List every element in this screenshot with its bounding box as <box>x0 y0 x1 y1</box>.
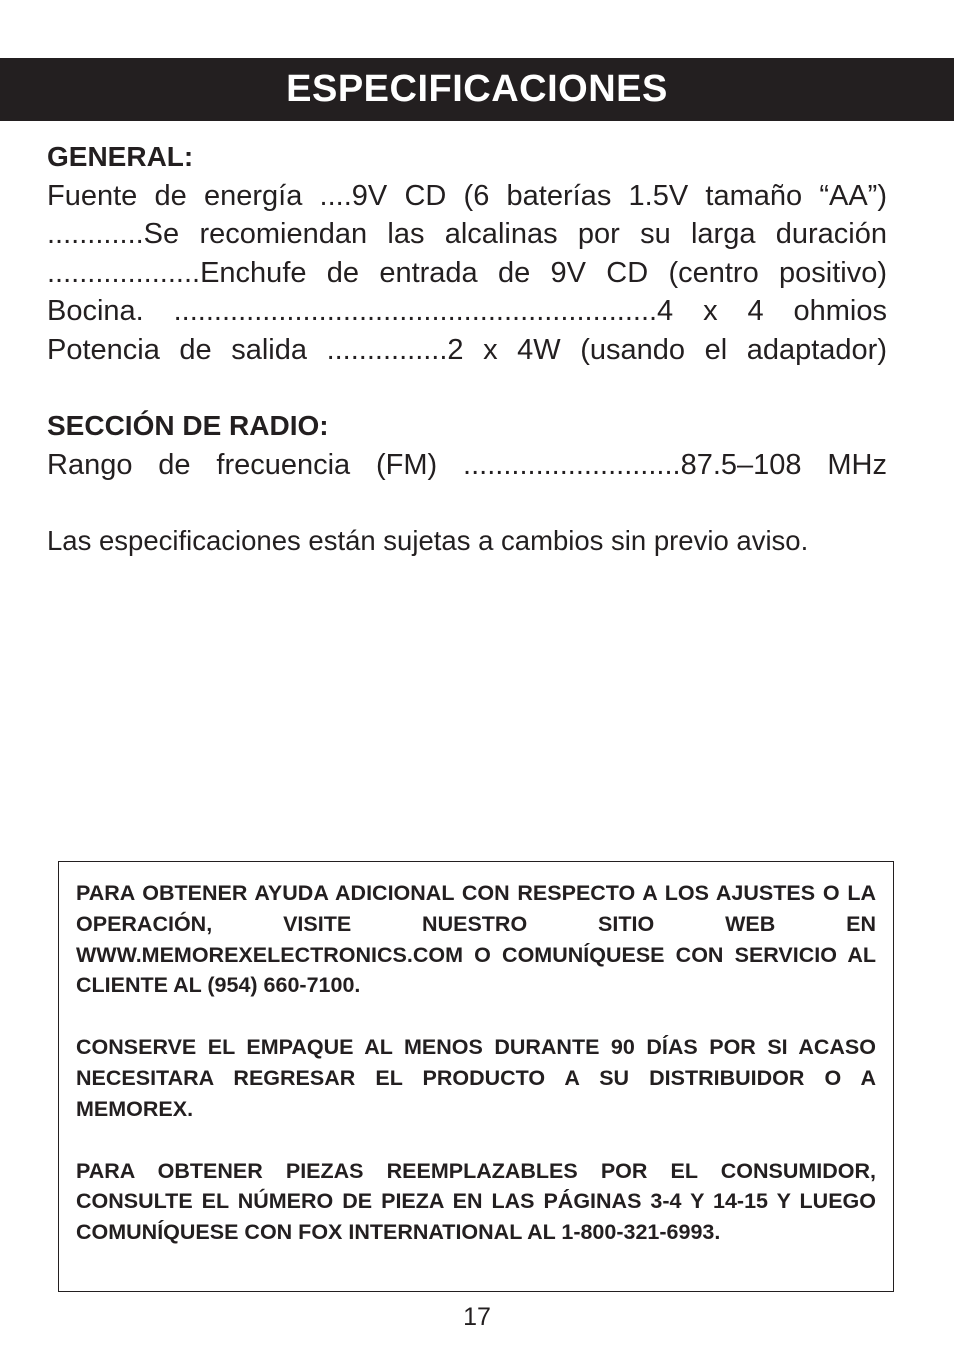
page-number: 17 <box>463 1303 491 1331</box>
spec-line-output-power: Potencia de salida ...............2 x 4W (usando el adaptador) <box>47 333 887 366</box>
radio-heading: SECCIÓN DE RADIO: <box>47 410 329 441</box>
change-notice: Las especificaciones están sujetas a cambios sin previo aviso. <box>47 525 809 556</box>
title-bar <box>0 58 954 121</box>
info-paragraph-parts: PARA OBTENER PIEZAS REEMPLAZABLES POR EL CONSUMIDOR, CONSULTE EL NÚMERO DE PIEZA EN LAS PÁGINAS 3-4 Y 14-15 Y LUEGO COMUNÍQUESE CON FOX INTERNATIONAL AL 1-800-321-6993. <box>76 1158 876 1245</box>
info-paragraph-help: PARA OBTENER AYUDA ADICIONAL CON RESPECTO A LOS AJUSTES O LA OPERACIÓN, VISITE NUESTRO SITIO WEB EN WWW.MEMOREXELECTRONICS.COM O COMUNÍQUESE CON SERVICIO AL CLIENTE AL (954) 660-7100. <box>76 881 876 998</box>
spec-line-alkaline: ............Se recomiendan las alcalinas por su larga duración <box>47 218 887 250</box>
spec-line-frequency-range: Rango de frecuencia (FM) ...........................87.5–108 MHz <box>47 448 887 481</box>
general-heading: GENERAL: <box>47 141 194 172</box>
spec-line-speaker: Bocina. ............................................................4 x 4 ohmios <box>47 295 887 327</box>
customer-info-box <box>58 861 894 1292</box>
info-paragraph-packaging: CONSERVE EL EMPAQUE AL MENOS DURANTE 90 DÍAS POR SI ACASO NECESITARA REGRESAR EL PRODUCTO A SU DISTRIBUIDOR O A MEMOREX. <box>76 1035 876 1121</box>
page-title: ESPECIFICACIONES <box>286 68 668 110</box>
specifications-section <box>47 138 887 484</box>
section-gap <box>47 369 887 407</box>
spec-line-power-source: Fuente de energía ....9V CD (6 baterías 1.5V tamaño “AA”) <box>47 179 887 212</box>
spec-line-dc-jack: ...................Enchufe de entrada de 9V CD (centro positivo) <box>47 256 887 289</box>
